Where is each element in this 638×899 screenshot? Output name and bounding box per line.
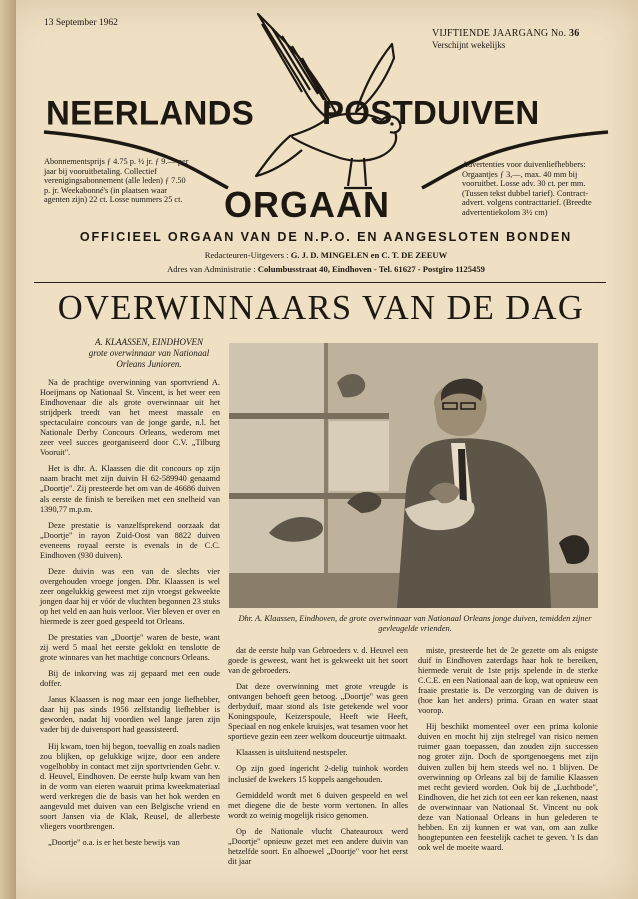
paragraph: Deze duivin was een van de slechts vier overgehouden vroege jongen. Dhr. Klaassen is wel zeer ongelukkig geweest met zijn vroegst gekweekte jongen daar hij er vóór de vluchten begonnen 23 stuks op het veld en aan huis verloor. Vier bleven er over en hiermede is zeer goed gespeeld tot Orleans.: [40, 566, 220, 627]
tagline: OFFICIEEL ORGAAN VAN DE N.P.O. EN AANGESLOTEN BONDEN: [79, 230, 573, 244]
paragraph: Op zijn goed ingericht 2-delig tuinhok worden inclusief de kwekers 15 koppels aangehouden.: [228, 764, 408, 784]
paragraph: dat de eerste hulp van Gebroeders v. d. Heuvel een goede is geweest, want het is gekweekt uit het soort van de gebroeders.: [228, 646, 408, 676]
advertising-info: Advertenties voor duivenliefhebbers: Orgaantjes ƒ 3,—, max. 40 mm bij vooruitbet. Losse adv. 30 ct. per mm. (Tussen tekst dubbel tarief). Contract-advert. volgens contracttarief. (Breedte advertentiekolom 3½ cm): [462, 160, 592, 217]
byline: [74, 337, 224, 370]
article-photo: [229, 343, 598, 608]
paragraph: Dat deze overwinning met grote vreugde is ontvangen behoeft geen betoog. „Doortje" was geen derbyduif, maar stond als 1ste getekende wel voor Koningspoule, Keizerspoule, Heeft wie Heeft, Speciaal en nog enkele kruisjes, wat tesamen voor het sportieve gezin een zeer welkom douceurtje uitmaakt.: [228, 682, 408, 742]
issue-number: 36: [569, 28, 580, 39]
photo-illustration: [229, 343, 598, 608]
paragraph: Op de Nationale vlucht Chateauroux werd „Doortje" opnieuw gezet met een andere duivin van hetzelfde soort. En alhoewel „Doortje" voor het eerst dit jaar: [228, 826, 408, 866]
photo-caption: Dhr. A. Klaassen, Eindhoven, de grote overwinnaar van Nationaal Orleans jonge duiven, temidden zijner gevleugelde vrienden.: [238, 614, 592, 633]
issue-date: 13 September 1962: [44, 18, 118, 28]
paragraph: Na de prachtige overwinning van sportvriend A. Hoeijmans op Nationaal St. Vincent, is het weer een Eindhovenaar die als grote overwinnaar uit het strijdperk treedt van het meest massale en spectaculaire concours van de jonge garde, n.l. het Nationale Derby Concours Orleans, wederom met zeer veel succes georganiseerd door C.V. „Tilburg Vooruit".: [40, 378, 220, 458]
editors-line: [40, 250, 612, 260]
column-3: [418, 646, 598, 859]
masthead-left: NEERLANDS: [46, 93, 255, 132]
editors-names: G. J. D. MINGELEN en C. T. DE ZEEUW: [290, 250, 448, 260]
paragraph: „Doortje" o.a. is er het beste bewijs van: [48, 837, 180, 847]
editors-label: Redacteuren-Uitgevers :: [204, 250, 289, 260]
paragraph: Hij kwam, toen hij begon, toevallig en zoals nadien zou blijken, op gelukkige wijze, door een andere vogelhobby in contact met zijn sportvrienden Gebr. v. d. Heuvel, Eindhoven. De eerste hulp kwam van hen in de vorm van eieren waaruit prima kweekmateriaal werd verkregen die de basis van het hok werden en aangevuld met duiven van een Belgische vriend en soort Jansen via de Klak, Reusel, de allerbeste vliegers voortbrengen.: [40, 741, 220, 831]
admin-label: Adres van Administratie :: [167, 264, 256, 274]
volume-label: VIJFTIENDE JAARGANG No.: [432, 28, 567, 39]
page-edge: [0, 0, 16, 899]
byline-sub: grote overwinnaar van Nationaal Orleans Junioren.: [88, 348, 210, 369]
masthead-right: POSTDUIVEN: [322, 94, 540, 131]
header-rule: [34, 282, 606, 283]
paragraph: Gemiddeld wordt met 6 duiven gespeeld en wel met diegene die de beste vorm vertonen. In alles wordt zo weinig mogelijk risico genomen.: [228, 790, 408, 820]
paragraph: miste, presteerde het de 2e gezette om als enigste duif in Eindhoven zaterdags haar hok te bereiken, hiermede veruit de 1ste prijs spelende in de sterke C.C.E. en een Nationaal aan de kop, wat opnieuw een fraaie prestatie is. De verzorging van de duiven is (hoe kan het anders) prima. Graan en water staat voorop.: [418, 646, 598, 716]
volume-line: [432, 28, 579, 39]
paragraph: Janus Klaassen is nog maar een jonge liefhebber, daar hij pas sinds 1956 zelfstandig liefhebber is geworden, nadat hij voordien wel lange jaren zijn vader bij de duivensport had geassisteerd.: [40, 695, 220, 735]
paragraph: De prestaties van „Doortje" waren de beste, want zij werd 5 maal het eerste geklokt en tenslotte de grote winnares van het machtige concours Orleans.: [40, 633, 220, 663]
byline-name: A. KLAASSEN, EINDHOVEN: [95, 337, 203, 347]
column-2: [228, 646, 408, 873]
paragraph: Bij de inkorving was zij gepaard met een oude doffer.: [40, 669, 220, 689]
admin-line: [40, 264, 612, 274]
frequency: Verschijnt wekelijks: [432, 40, 506, 50]
paragraph: Hij beschikt momenteel over een prima kolonie duiven en mocht hij zijn stelregel van risico nemen ruimer gaan toepassen, dan zouden zijn successen nog groter zijn. Doch de sportgenoegens met zijn duiven zullen bij hem steeds wel no. 1 blijven. De overwinning op Orleans zal bij de familie Klaassen met recht gevierd worden. Ook bij de „Luchtbode", Eindhoven, die het zich tot een eer kan rekenen, naast de overwinnaar van Nationaal St. Vincent nu ook deze van Nationaal Orleans in hun gelederen te hebben. En zij kunnen er wat van, om aan zulke hoogtepunten een feestelijk cachet te geven. 't Is dan ook wel de moeite waard.: [418, 722, 598, 852]
paragraph: Klaassen is uitsluitend nestspeler.: [236, 748, 348, 758]
paragraph: Het is dhr. A. Klaassen die dit concours op zijn naam bracht met zijn duivin H 62-589940 genaamd „Doortje". Zij presteerde het om van de 46686 duiven als eerste de finish te bereiken met een snelheid van 1390,77 m.p.m.: [40, 464, 220, 514]
admin-address: Columbusstraat 40, Eindhoven - Tel. 61627 - Postgiro 1125459: [257, 264, 485, 274]
column-1: [40, 378, 220, 854]
article-headline: OVERWINNAARS VAN DE DAG: [57, 289, 585, 327]
subscription-info: Abonnementsprijs ƒ 4.75 p. ½ jr. ƒ 9.— per jaar bij vooruitbetaling. Collectief verenigingsabonnement (alle leden) ƒ 7.50 p. jr. Weekabonné's (in plaatsen waar agenten zijn) 22 ct. Losse nummers 25 ct.: [44, 157, 189, 205]
masthead-bottom: ORGAAN: [224, 184, 390, 225]
paragraph: Deze prestatie is vanzelfsprekend oorzaak dat „Doortje" in rayon Zuid-Oost van 8822 duiven eveneens royaal eerste is evenals in de C.C. Eindhoven (930 duiven).: [40, 520, 220, 560]
